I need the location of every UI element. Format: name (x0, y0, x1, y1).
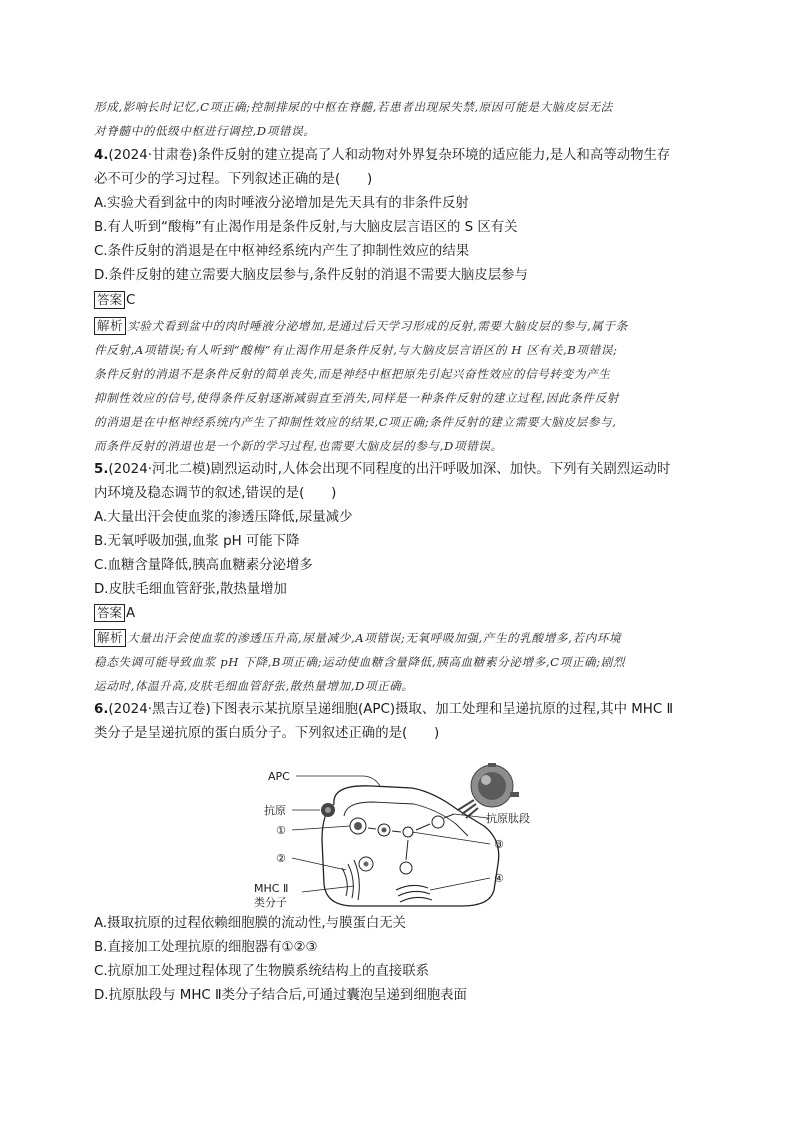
answer-tag: 答案 (94, 291, 125, 309)
q4-stem-text-1: (2024·甘肃卷)条件反射的建立提高了人和动物对外界复杂环境的适应能力,是人和高等动物生存 (108, 148, 671, 163)
arrow-1 (368, 828, 376, 829)
q6-option-b: B.直接加工处理抗原的细胞器有①②③ (94, 940, 318, 955)
q6-stem-line-1 (94, 700, 673, 720)
label-4: ④ (494, 872, 504, 885)
q6-option-d: D.抗原肽段与 MHC Ⅱ类分子结合后,可通过囊泡呈递到细胞表面 (94, 988, 467, 1003)
q4-answer (94, 291, 135, 311)
q5-stem-line-1 (94, 460, 670, 480)
q4-analysis-line-2: 件反射,A项错误;有人听到“酸梅”有止渴作用是条件反射,与大脑皮层言语区的 H 区有关,B项错误; (94, 343, 618, 357)
q5-analysis-line-3: 运动时,体温升高,皮肤毛细血管舒张,散热量增加,D项正确。 (94, 679, 414, 693)
q5-analysis-line-1 (94, 628, 621, 648)
q4-option-b: B.有人听到“酸梅”有止渴作用是条件反射,与大脑皮层言语区的 S 区有关 (94, 220, 518, 235)
q6-option-a: A.摄取抗原的过程依赖细胞膜的流动性,与膜蛋白无关 (94, 916, 407, 931)
q6-stem-text-1: (2024·黑吉辽卷)下图表示某抗原呈递细胞(APC)摄取、加工处理和呈递抗原的过程,其中 MHC Ⅱ (108, 702, 674, 717)
vesicle-2-content (382, 828, 387, 833)
q5-answer-value: A (126, 606, 136, 621)
label-mhc-2: 类分子 (254, 896, 287, 909)
golgi-apparatus (396, 885, 432, 902)
q5-stem-line-2: 内环境及稳态调节的叙述,错误的是( ) (94, 486, 337, 501)
prev-explanation-line-2: 对脊髓中的低级中枢进行调控,D项错误。 (94, 124, 316, 138)
leader-2 (292, 858, 346, 870)
apc-diagram (254, 764, 532, 914)
q5-option-c: C.血糖含量降低,胰高血糖素分泌增多 (94, 558, 313, 573)
q5-stem-text-1: (2024·河北二模)剧烈运动时,人体会出现不同程度的出汗呼吸加深、加快。下列有关剧烈运动时 (108, 462, 671, 477)
q4-stem-line-2: 必不可少的学习过程。下列叙述正确的是( ) (94, 172, 373, 187)
vesicle-4 (432, 816, 444, 828)
transport-vesicle (400, 862, 412, 874)
q5-option-a: A.大量出汗会使血浆的渗透压降低,尿量减少 (94, 510, 353, 525)
t-cell-highlight (481, 775, 491, 785)
q4-option-c: C.条件反射的消退是在中枢神经系统内产生了抑制性效应的结果 (94, 244, 470, 259)
endoplasmic-reticulum (342, 860, 359, 900)
label-mhc-1: MHC Ⅱ (254, 882, 289, 895)
t-cell-receptor-top (488, 763, 496, 767)
analysis-tag: 解析 (94, 317, 126, 335)
q6-option-c: C.抗原加工处理过程体现了生物膜系统结构上的直接联系 (94, 964, 429, 979)
answer-tag: 答案 (94, 604, 125, 622)
q6-stem-line-2: 类分子是呈递抗原的蛋白质分子。下列叙述正确的是( ) (94, 726, 440, 741)
q5-answer (94, 604, 135, 624)
label-peptide: 抗原肽段 (486, 812, 530, 825)
q4-number: 4. (94, 148, 109, 163)
q5-option-d: D.皮肤毛细血管舒张,散热量增加 (94, 582, 287, 597)
q4-analysis-line-6: 而条件反射的消退也是一个新的学习过程,也需要大脑皮层的参与,D项错误。 (94, 439, 503, 453)
analysis-tag: 解析 (94, 629, 126, 647)
arrow-4 (406, 840, 408, 860)
q4-stem-line-1 (94, 146, 670, 166)
q4-analysis-line-5: 的消退是在中枢神经系统内产生了抑制性效应的结果,C项正确;条件反射的建立需要大脑皮层参与, (94, 415, 617, 429)
t-cell-receptor-right (510, 792, 519, 797)
q5-number: 5. (94, 462, 109, 477)
q6-number: 6. (94, 702, 109, 717)
q4-option-d: D.条件反射的建立需要大脑皮层参与,条件反射的消退不需要大脑皮层参与 (94, 268, 528, 283)
leader-mhc (302, 886, 354, 892)
arrow-2 (392, 831, 401, 832)
q4-analysis-text-1: 实验犬看到盆中的肉时唾液分泌增加,是通过后天学习形成的反射,需要大脑皮层的参与,属于条 (127, 319, 628, 333)
leader-1 (292, 826, 350, 830)
label-2: ② (276, 852, 286, 865)
leader-apc-curve (362, 776, 380, 786)
vesicle-1-content (354, 822, 362, 830)
t-cell-nucleus (478, 772, 506, 800)
label-apc: APC (268, 770, 290, 783)
label-antigen: 抗原 (264, 804, 286, 817)
arrow-3 (416, 824, 430, 830)
q4-answer-value: C (126, 293, 136, 308)
vesicle-3 (403, 827, 413, 837)
q5-analysis-text-1: 大量出汗会使血浆的渗透压升高,尿量减少,A项错误;无氧呼吸加强,产生的乳酸增多,若内环境 (127, 631, 622, 645)
leader-4 (430, 878, 490, 890)
q4-analysis-line-1 (94, 316, 628, 336)
prev-explanation-line-1: 形成,影响长时记忆,C项正确;控制排尿的中枢在脊髓,若患者出现尿失禁,原因可能是大脑皮层无法 (94, 100, 613, 114)
antigen-core (325, 807, 331, 813)
q4-option-a: A.实验犬看到盆中的肉时唾液分泌增加是先天具有的非条件反射 (94, 196, 469, 211)
arrow-5 (444, 814, 454, 818)
label-1: ① (276, 824, 286, 837)
label-3: ③ (494, 838, 504, 851)
q4-analysis-line-4: 抑制性效应的信号,使得条件反射逐渐减弱直至消失,同样是一种条件反射的建立过程,因此条件反射 (94, 391, 619, 405)
leader-3 (412, 832, 490, 844)
lysosome-content (364, 862, 369, 867)
q5-analysis-line-2: 稳态失调可能导致血浆 pH 下降,B项正确;运动使血糖含量降低,胰高血糖素分泌增多,C项正确;剧烈 (94, 655, 626, 669)
q5-option-b: B.无氧呼吸加强,血浆 pH 可能下降 (94, 534, 300, 549)
q4-analysis-line-3: 条件反射的消退不是条件反射的简单丧失,而是神经中枢把原先引起兴奋性效应的信号转变为产生 (94, 367, 611, 381)
